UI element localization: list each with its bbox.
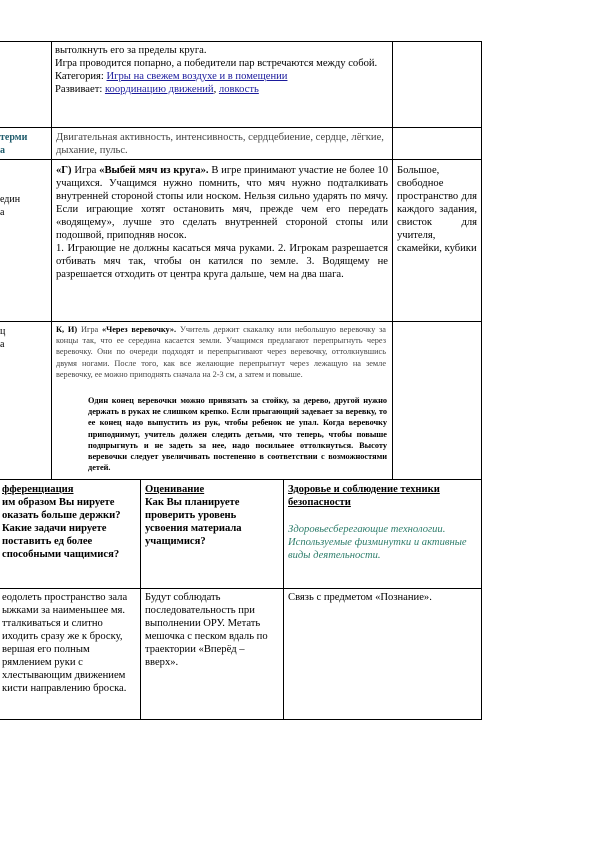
row2-bottom-border [0, 159, 482, 160]
develops-line [55, 83, 390, 96]
row2-left-label [0, 131, 50, 157]
row3-resources: Большое, свободное пространство для каждого задания, свисток для учителя, скамейки, кубики [397, 165, 477, 254]
lower-table-top-border [0, 479, 482, 480]
row2-left-frag-1: терми [0, 132, 28, 143]
row3-left-label [0, 193, 50, 219]
differentiation-title: фференциация [2, 484, 74, 495]
row3-left-frag-1: един [0, 194, 21, 205]
row4-prefix: К, И) [56, 325, 78, 334]
row3-para-2: 1. Играющие не должны касаться мяча руками. 2. Игрокам разрешается отбивать мяч так, чтобы он катился по земле. 3. Водящему не разрешается отходить от центра круга дальше, чем на два шага. [56, 243, 388, 280]
row3-bottom-border [0, 321, 482, 322]
row3-game-text [56, 164, 388, 281]
row3-para-1 [56, 164, 388, 242]
row1-content [55, 44, 390, 96]
lower-col-divider-1 [140, 479, 141, 720]
row3-game-prefix: «Г) [56, 165, 72, 176]
row3-para-1-text: В игре принимают участие не более 10 учащихся. Учащимся нужно помнить, что мяч нужно подталкивать внутренней стороной стопы или носком. Нельзя сильно ударять по мячу. Если играющие хотят остановить мяч, прежде чем его передать «водящему», лучше это сделать внутренней стороной стопы или подошвой, приподняв носок. [56, 165, 388, 241]
row1-bottom-border [0, 127, 482, 128]
row3-left-frag-2: а [0, 207, 5, 218]
row4-title: «Через веревочку». [102, 325, 177, 334]
differentiation-body: еодолеть пространство зала ыжками за наименьшее мя. тталкиваться и слитно иходить сразу же к броску, вершая его полным рямлением руки с хлестывающим движением кисти направлению броска. [2, 592, 128, 694]
row1-line-2: Игра проводится попарно, а победители пар встречаются между собой. [55, 58, 378, 69]
differentiation-question: им образом Вы нируете оказать больше держки? Какие задачи нируете поставить ед более способными чащимися? [2, 497, 121, 560]
upper-col-divider-2 [392, 41, 393, 479]
upper-right-border [481, 41, 482, 479]
lower-right-border [481, 479, 482, 720]
row4-left-frag-2: а [0, 339, 5, 350]
category-link[interactable]: Игры на свежем воздухе и в помещении [106, 71, 288, 82]
row2-keywords: Двигательная активность, интенсивность, сердцебиение, сердце, лёгкие, дыхание, пульс. [56, 132, 384, 156]
row4-game-text [56, 324, 386, 380]
row4-title-word: Игра [80, 325, 99, 334]
row4-left-frag-1: ц [0, 326, 6, 337]
develops-link-agility[interactable]: ловкость [218, 84, 259, 95]
upper-col-divider-1 [51, 41, 52, 479]
category-label: Категория: [55, 71, 104, 82]
health-safety-header [288, 483, 478, 562]
assessment-body: Будут соблюдать последовательность при выполнении ОРУ. Метать мешочка с песком вдаль по траектории «Вперёд – вверх». [145, 592, 268, 668]
lower-col-divider-2 [283, 479, 284, 720]
health-safety-title: Здоровье и соблюдение техники безопасности [288, 484, 440, 508]
develops-separator: , [213, 84, 217, 95]
row3-game-title: «Выбей мяч из круга». [99, 165, 209, 176]
assessment-title: Оценивание [145, 484, 205, 495]
category-line [55, 70, 390, 83]
row4-para-1-text: Учитель держит скакалку или небольшую веревочку за концы так, что ее середина касается земли. Учащимся предлагают перепрыгнуть через веревочку. Они по очереди подходят и перепрыгивают через веревочку, оттолкнувшись двумя ногами. После того, как все желающие перепрыгнут через лежащую на земле веревочку, ее можно приподнять сначала на 2-3 см, а затем и повыше. [56, 325, 386, 379]
row2-left-frag-2: а [0, 145, 5, 156]
row1-line-1: вытолкнуть его за пределы круга. [55, 45, 207, 56]
develops-label: Развивает: [55, 84, 103, 95]
health-safety-body: Связь с предметом «Познание». [288, 592, 432, 603]
develops-link-coordination[interactable]: координацию движений [104, 84, 214, 95]
lower-header-bottom-border [0, 588, 482, 589]
differentiation-header [2, 483, 138, 561]
row4-para-2: Один конец веревочки можно привязать за стойку, за дерево, другой нужно держать в руках не слишком крепко. Если прыгающий задевает за веревку, то ее конец надо выпустить из рук, чтобы ребенок не упал. Когда веревочку приподнимут, учитель должен следить детьми, что теперь, чтобы повыше подпрыгнуть и не задеть за нее, надо посильнее оттолкнуться. Высоту веревочки следует увеличивать постепенно в соответствии с возможностями детей. [88, 396, 387, 473]
lower-table-bottom-border [0, 719, 482, 720]
row4-para-1 [56, 324, 386, 380]
row3-game-word: Игра [74, 165, 97, 176]
assessment-header [145, 483, 279, 548]
health-safety-text: Здоровьесберегающие технологии. Используемые физминутки и активные виды деятельности. [288, 524, 467, 561]
table-top-border [0, 41, 482, 42]
row4-left-label [0, 325, 50, 351]
assessment-question: Как Вы планируете проверить уровень усвоения материала учащимися? [145, 497, 242, 547]
